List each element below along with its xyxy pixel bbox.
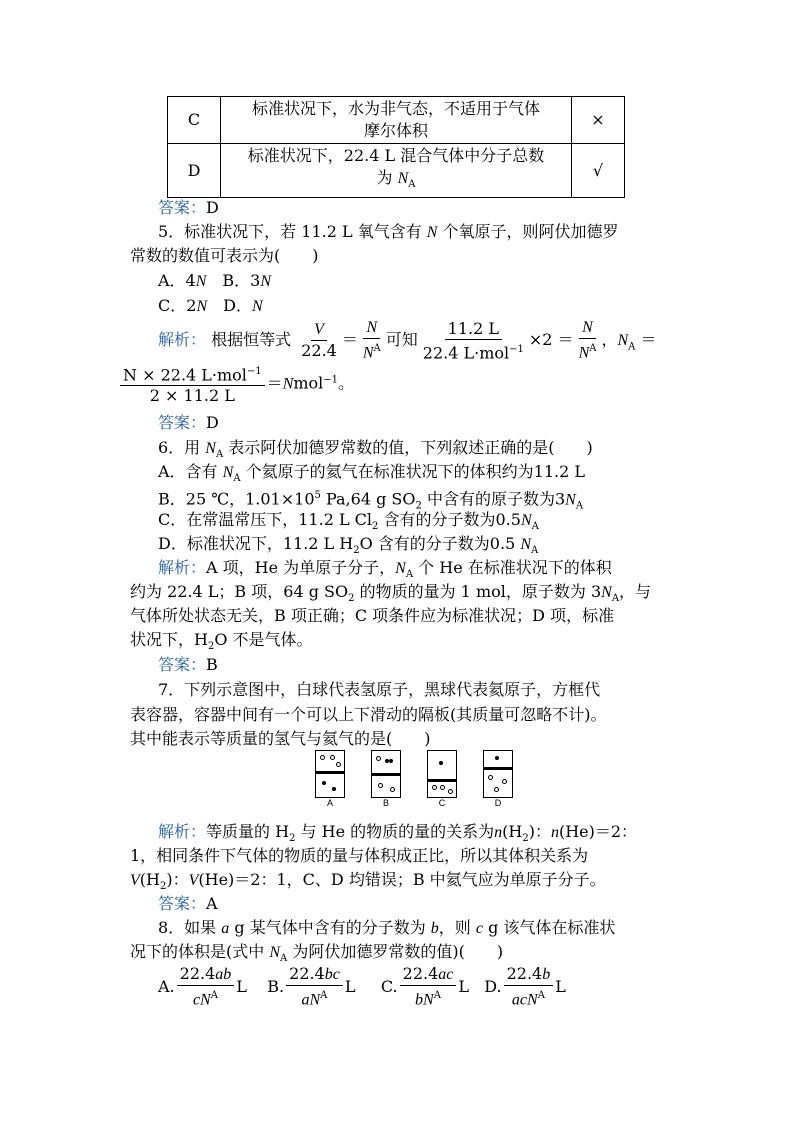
fraction: $\frac{22.4ac}{bN^A}$ — [400, 964, 457, 1010]
partition — [484, 767, 512, 770]
var: N — [196, 298, 208, 315]
he-atom — [439, 761, 443, 765]
text: )： — [528, 822, 551, 841]
text: 含有的分子数为0.5 — [378, 510, 521, 529]
sub: A — [408, 179, 416, 191]
text: 个氧原子，则阿伏加德罗 — [437, 222, 619, 241]
fraction: $\frac{11.2 L}{22.4 L\cdot mol^{-1}}$ — [422, 318, 524, 362]
option-cell: D — [168, 144, 221, 198]
q6-option-d: D．标准状况下，11.2 L $H_2O$ 含有的分子数为0.5 $N_A$ — [158, 534, 539, 557]
q5-result: $\frac{N \times 22.4 L\cdot mol^{-1}}{2 \times 11.2 L}$ ＝Nmol$^{-1}$。 — [118, 362, 354, 406]
q4-answer — [158, 197, 219, 219]
q8-stem-2: 况下的体积是(式中 $N_A$ 为阿伏加德罗常数的值)( ) — [130, 942, 504, 965]
text: 8．如果 — [158, 918, 222, 937]
text: mol — [293, 373, 324, 393]
container-box — [483, 750, 513, 798]
text: 状况下，H — [130, 630, 208, 649]
text: 可知 — [385, 330, 418, 350]
diagram-label: C — [438, 798, 446, 808]
q8-option-a — [158, 964, 247, 1009]
text: 5．标准状况下，若 11.2 L 氧气含有 — [158, 222, 427, 241]
partition — [316, 771, 344, 774]
fraction — [298, 320, 340, 361]
q6-option-b: B．25 ℃，$1.01\times 10^5$ Pa,64 g $SO_2$ 中含有的原子数为$3N_A$ — [158, 489, 584, 512]
text: 个 He 在标准状况下的体积 — [413, 558, 612, 577]
answer-label: 答案： — [158, 413, 207, 432]
q6-analysis-1: 解析：A 项，He 为单原子分子，$N_A$ 个 He 在标准状况下的体积 — [158, 558, 612, 581]
num-var: b — [542, 966, 551, 983]
num: N — [363, 318, 380, 339]
text: Pa,64 g SO — [320, 489, 416, 509]
num: 22.4 — [402, 964, 439, 983]
var: N — [195, 273, 207, 290]
var: b — [430, 920, 439, 937]
answer-value: B — [206, 655, 218, 674]
den: 22.4 — [301, 341, 337, 361]
table-row — [168, 144, 625, 198]
text: 与 He 的物质的量的关系为 — [295, 822, 495, 841]
text: 等质量的 H — [206, 822, 290, 841]
analysis-label: 解析： — [158, 822, 207, 841]
q5-analysis: 解析： 根据恒等式 $\frac{V}{22.4}$ ＝ $\frac{N}{N^A}$ 可知 $\frac{11.2 L}{22.4 L\cdot mol^{-1}}$ ×2 ＝ $\frac{N}{N^A}$ ，$N_A$ ＝ — [158, 318, 657, 362]
text: g 该气体在标准状 — [483, 918, 616, 937]
text: D．标准状况下，11.2 L H — [158, 534, 354, 553]
fraction: $\frac{22.4b}{acN^A}$ — [504, 964, 554, 1010]
var: a — [221, 920, 230, 937]
label: C. — [380, 976, 398, 996]
q8-option-c — [380, 964, 469, 1009]
text: (H — [139, 870, 160, 889]
q5-options-ab — [158, 270, 271, 293]
text: (He)＝2： — [558, 822, 638, 841]
container-box — [427, 750, 457, 798]
q5-options-cd — [158, 295, 263, 318]
q7-stem-2: 表容器，容器中间有一个可以上下滑动的隔板(其质量可忽略不计)。 — [130, 705, 607, 724]
text: C．2 — [158, 296, 197, 315]
text: (He)＝2：1，C、D 均错误；B 中氦气应为单原子分子。 — [198, 870, 606, 889]
answer-label: 答案： — [158, 655, 207, 674]
num: N × 22.4 L·mol — [123, 365, 247, 385]
explanation-cell — [221, 97, 572, 144]
text: 中含有的原子数为3 — [421, 489, 566, 509]
text: A．4 — [158, 271, 196, 290]
table-row — [168, 97, 625, 144]
q6-answer — [158, 654, 218, 676]
h-atom — [390, 787, 395, 792]
answer-value: D — [206, 198, 219, 217]
h-atom — [330, 755, 335, 760]
option-cell: C — [168, 97, 221, 144]
text: ×2 ＝ — [528, 330, 574, 350]
den: N — [362, 344, 374, 362]
judgement-cell: × — [572, 97, 625, 144]
text: D． — [207, 296, 252, 315]
h-atom — [320, 755, 325, 760]
text: C．在常温常压下，11.2 L Cl — [158, 510, 373, 529]
he-atom — [322, 781, 326, 785]
unit: L — [236, 976, 247, 996]
text: 为阿伏加德罗常数的值)( ) — [287, 942, 504, 961]
diagram-label: B — [382, 798, 389, 808]
text: B．25 ℃，1.01×10 — [158, 489, 315, 509]
var: N — [260, 273, 272, 290]
num-var: ac — [438, 966, 454, 983]
answer-value: D — [206, 413, 219, 432]
container-diagrams — [315, 750, 513, 808]
fraction: $\frac{22.4ab}{cN^A}$ — [177, 964, 235, 1010]
text: ，与 — [619, 582, 652, 601]
fraction: $\frac{22.4bc}{aN^A}$ — [286, 964, 343, 1010]
q7-analysis-3: $V(H_2)$：V(He)＝2：1，C、D 均错误；B 中氦气应为单原子分子。 — [130, 870, 606, 893]
answer-label: 答案： — [158, 894, 207, 913]
text: 个氦原子的氦气在标准状况下的体积约为11.2 L — [240, 462, 585, 481]
var: N — [397, 170, 409, 187]
text: ，则 — [438, 918, 476, 937]
q6-analysis-4: 状况下，$H_2O$ 不是气体。 — [130, 630, 313, 653]
h-atom — [336, 762, 341, 767]
h-atom — [440, 785, 445, 790]
text: A 项，He 为单原子分子， — [206, 558, 396, 577]
q7-analysis-1: 解析：等质量的 $H_2$ 与 He 的物质的量的关系为$n(H_2)$：n(He)＝2： — [158, 822, 638, 845]
text: 况下的体积是(式中 — [130, 942, 270, 961]
text: 6．用 — [158, 438, 206, 457]
text: O 不是气体。 — [214, 630, 313, 649]
he-atom — [495, 756, 499, 760]
q8-option-d — [484, 964, 566, 1009]
q6-option-c: C．在常温常压下，11.2 L $Cl_2$ 含有的分子数为$0.5N_A$ — [158, 510, 539, 533]
explanation-line: 标准状况下，水为非气态，不适用于气体 — [251, 99, 540, 118]
den-var: c — [192, 991, 201, 1009]
h-atom — [494, 787, 499, 792]
var: N — [251, 298, 263, 315]
unit: L — [344, 976, 356, 996]
fraction: $\frac{N}{N^A}$ — [578, 319, 597, 362]
q7-analysis-2: 1，相同条件下气体的物质的量与体积成正比，所以其体积关系为 — [130, 846, 589, 865]
unit: L — [458, 976, 469, 996]
container-box — [315, 750, 345, 798]
var: c — [475, 920, 483, 937]
q7-answer — [158, 893, 218, 915]
num: V — [311, 320, 327, 341]
explanation-line: 标准状况下，22.4 L 混合气体中分子总数 — [247, 146, 545, 165]
h-atom — [378, 783, 383, 788]
answer-value: A — [206, 894, 218, 913]
container-d — [483, 750, 513, 808]
options-table — [167, 96, 625, 198]
judgement-cell: √ — [572, 144, 625, 198]
h-atom — [488, 775, 493, 780]
q6-analysis-2: 约为 22.4 L；B 项，64 g $SO_2$ 的物质的量为 1 mol，原子数为 $3N_A$，与 — [130, 582, 652, 605]
container-c — [427, 750, 457, 808]
partition — [372, 773, 400, 776]
text: (H — [502, 822, 523, 841]
q5-stem — [158, 221, 619, 244]
label: D. — [484, 976, 502, 996]
analysis-label: 解析： — [158, 558, 207, 577]
partition — [428, 779, 456, 782]
q6-analysis-3: 气体所处状态无关，B 项正确；C 项条件应为标准状况；D 项，标准 — [130, 606, 615, 625]
he-atom — [389, 759, 393, 763]
q8-option-b — [267, 964, 356, 1009]
container-a — [315, 750, 345, 808]
container-box — [371, 750, 401, 798]
num: 22.4 — [179, 964, 216, 983]
q6-option-a: A．含有 $N_A$ 个氦原子的氦气在标准状况下的体积约为11.2 L — [158, 462, 585, 485]
answer-label: 答案： — [158, 198, 207, 217]
container-b — [371, 750, 401, 808]
q8-stem-1 — [158, 917, 615, 940]
num-var: bc — [324, 966, 340, 983]
text: A．含有 — [158, 462, 223, 481]
text: )： — [166, 870, 189, 889]
q6-stem: 6．用 $N_A$ 表示阿伏加德罗常数的值，下列叙述正确的是( ) — [158, 438, 593, 461]
text: B．3 — [206, 271, 261, 290]
q5-stem-2: 常数的数值可表示为( ) — [130, 246, 319, 265]
fraction: $\frac{N \times 22.4 L\cdot mol^{-1}}{2 \times 11.2 L}$ — [120, 362, 265, 406]
num: 11.2 L — [445, 319, 502, 340]
q7-stem-3: 其中能表示等质量的氢气与氦气的是( ) — [130, 729, 431, 748]
explanation-line: 摩尔体积 — [363, 121, 428, 140]
he-atom — [332, 787, 336, 791]
den: 2 × 11.2 L — [149, 386, 235, 406]
den: 22.4 L·mol — [422, 342, 510, 362]
num: 22.4 — [289, 964, 325, 983]
label: A. — [158, 976, 175, 996]
q5-answer — [158, 412, 219, 434]
text: 的物质的量为 1 mol，原子数为 3 — [354, 582, 602, 601]
unit: L — [555, 976, 566, 996]
text: 约为 22.4 L；B 项，64 g SO — [130, 582, 349, 601]
h-atom — [448, 789, 453, 794]
fraction: $\frac{N}{N^A}$ — [362, 319, 381, 362]
den-var: ac — [511, 991, 528, 1009]
explanation-cell — [221, 144, 572, 198]
den-var: b — [415, 991, 424, 1009]
q7-stem-1: 7．下列示意图中，白球代表氢原子，黑球代表氦原子，方框代 — [158, 680, 601, 699]
h-atom — [376, 756, 381, 761]
diagram-label: A — [326, 798, 333, 808]
explanation-line — [225, 167, 567, 196]
text: g 某气体中含有的分子数为 — [229, 918, 431, 937]
label: B. — [267, 976, 285, 996]
den-var: a — [301, 991, 310, 1009]
h-atom — [502, 779, 507, 784]
q8-options — [158, 964, 566, 1010]
num-var: ab — [215, 966, 232, 983]
diagram-label: D — [494, 798, 502, 808]
var: N — [426, 224, 438, 241]
text: 表示阿伏加德罗常数的值，下列叙述正确的是( ) — [223, 438, 593, 457]
h-atom — [432, 785, 437, 790]
num: 22.4 — [506, 964, 543, 983]
text: O 含有的分子数为0.5 — [359, 534, 521, 553]
analysis-label: 解析： — [158, 330, 207, 350]
text: 根据恒等式 — [211, 330, 292, 350]
text: 为 — [376, 168, 398, 187]
